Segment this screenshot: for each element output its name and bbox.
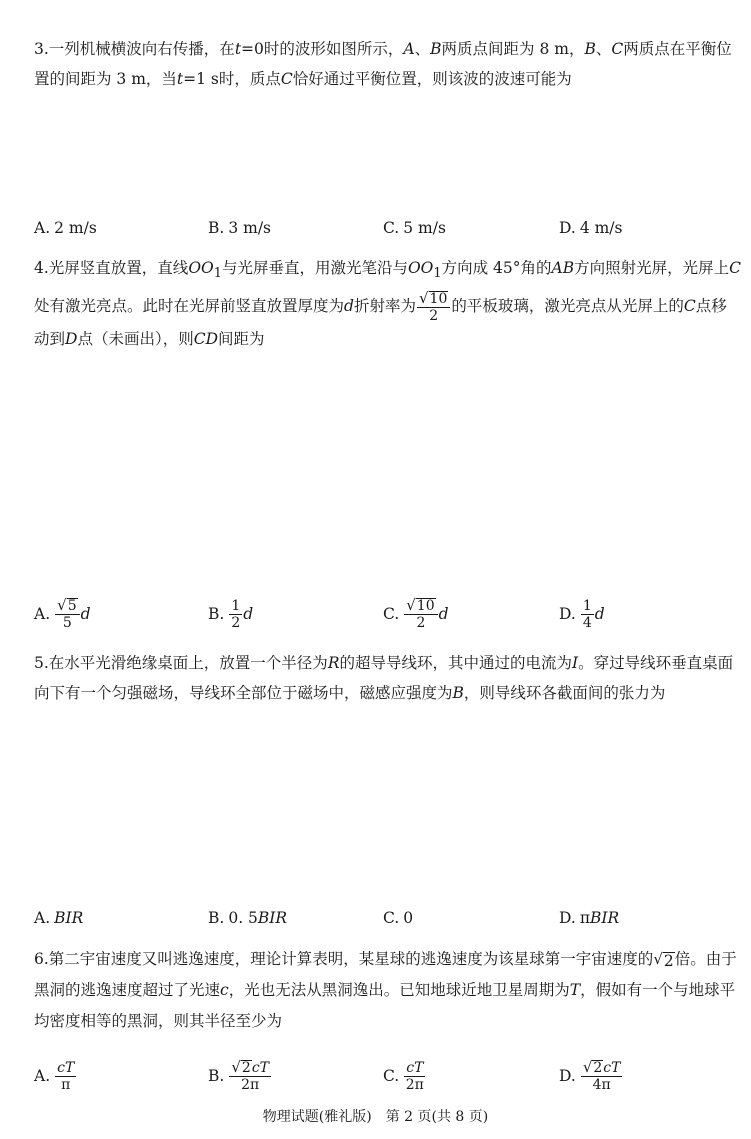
option-b: B. 3 m/s xyxy=(208,219,271,237)
question-number: 5. xyxy=(34,654,49,672)
question-6: 6.第二宇宙速度又叫逃逸速度，理论计算表明，某星球的逃逸速度为该星球第一宇宙速度的 √ 2 倍。由于黑洞的逃逸速度超过了光速c，光也无法从黑洞逸出。已知地球近地卫星周期为T，假如有一个与地球平均密度相等的黑洞，则其半径至少为 xyxy=(34,950,737,1030)
fraction: $\frac{cT}{2\pi}$ xyxy=(405,1059,424,1093)
option-c: C. 5 m/s xyxy=(383,219,446,237)
option-c: C. $\frac{cT}{2\pi}$ xyxy=(383,1059,424,1093)
page-footer: 物理试题(雅礼版) 第 2 页(共 8 页) xyxy=(262,1109,489,1125)
fraction: √ 5 5 xyxy=(55,598,79,631)
fraction: $\frac{1}{4}$ xyxy=(582,597,592,631)
option-a: A. 2 m/s xyxy=(34,219,97,237)
option-d: D. $\frac{1}{4}$ d xyxy=(559,597,605,631)
option-a: A. $\frac{cT}{\pi}$ xyxy=(34,1059,75,1093)
question-4: 4.光屏竖直放置，直线$OO_1$与光屏垂直，用激光笔沿与$OO_1$方向成 45°角的AB方向照射光屏，光屏上C处有激光亮点。此时在光屏前竖直放置厚度为d折射率为 √ 10 2 的平板玻璃，激光亮点从光屏上的C点移动到D点（未画出），则CD间距为 xyxy=(34,259,741,349)
question-3: 3.一列机械横波向右传播，在t=0时的波形如图所示，A、B两质点间距为 8 m，B、C两质点在平衡位置的间距为 3 m，当t=1 s时，质点C恰好通过平衡位置，则该波的波速可能为 xyxy=(34,40,732,88)
options-q6 xyxy=(34,1056,742,1096)
option-a: A. √ 5 5 d xyxy=(34,595,91,632)
options-q4 xyxy=(34,594,742,634)
option-c: C. 0 xyxy=(383,909,414,927)
question-number: 6. xyxy=(34,950,49,968)
question-number: 3. xyxy=(34,40,49,58)
option-c: C. √ 10 2 d xyxy=(383,595,449,632)
option-b: B. 0. 5 BIR xyxy=(208,909,288,927)
refractive-index-fraction: √ 10 2 xyxy=(417,291,450,324)
options-q5 xyxy=(34,898,742,938)
sqrt-two: √ 2 xyxy=(653,950,674,970)
figure-area-q3 xyxy=(34,100,742,210)
fraction: √ 10 2 xyxy=(404,598,437,631)
option-a: A. BIR xyxy=(34,909,84,927)
figure-area-q5 xyxy=(34,740,742,900)
figure-area-q4 xyxy=(34,370,742,590)
fraction: $\frac{1}{2}$ xyxy=(231,597,241,631)
option-b: B. √ 2 cT 2π xyxy=(208,1057,269,1094)
fraction: √ 2 cT 4π xyxy=(582,1057,621,1094)
option-d: D. 4 m/s xyxy=(559,219,623,237)
option-d: D. √ 2 cT 4π xyxy=(559,1057,621,1094)
option-b: B. $\frac{1}{2}$ d xyxy=(208,597,254,631)
fraction: $\frac{cT}{\pi}$ xyxy=(57,1059,75,1093)
fraction: √ 2 cT 2π xyxy=(231,1057,269,1094)
question-number: 4. xyxy=(34,259,49,277)
options-q3 xyxy=(34,208,742,248)
question-5: 5.在水平光滑绝缘桌面上，放置一个半径为R的超导导线环，其中通过的电流为I。穿过导线环垂直桌面向下有一个匀强磁场，导线环全部位于磁场中，磁感应强度为B，则导线环各截面间的张力为 xyxy=(34,654,734,702)
option-d: D. π BIR xyxy=(559,909,620,927)
